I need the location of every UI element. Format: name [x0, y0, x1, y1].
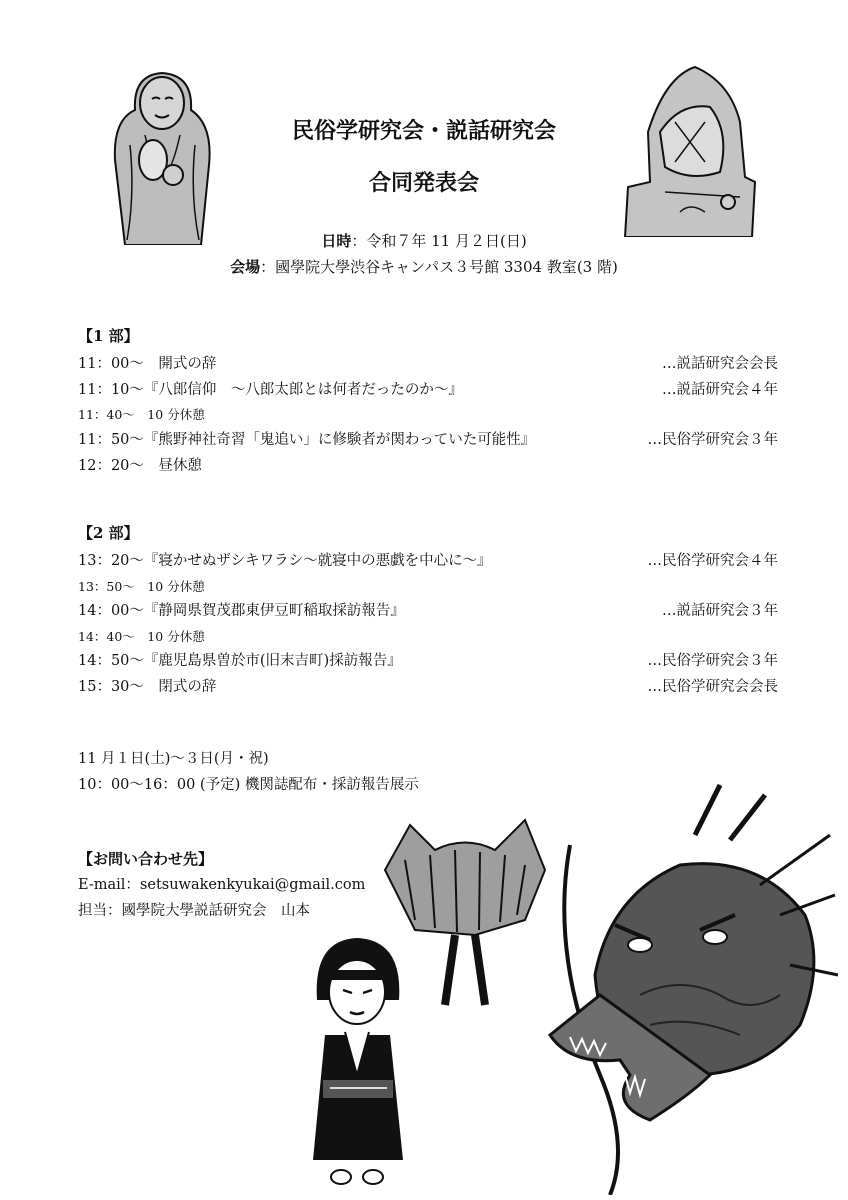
schedule-row: [78, 675, 778, 697]
exhibit-dates: 11 月１日(土)～３日(月・祝): [78, 751, 269, 767]
stone-relief-illustration: [620, 62, 760, 237]
schedule-presenter: …説話研究会会長: [662, 356, 778, 372]
schedule-item: 11：00～ 開式の辞: [78, 356, 217, 372]
date-value: ：令和７年 11 月２日(日): [351, 232, 527, 250]
schedule-presenter: …民俗学研究会３年: [647, 653, 778, 669]
schedule-item: 15：30～ 閉式の辞: [78, 679, 217, 695]
schedule-row: [78, 352, 778, 374]
date-label: 日時: [321, 232, 352, 250]
part2-heading: 【2 部】: [78, 524, 139, 542]
schedule-item: 11：10～『八郎信仰 ～八郎太郎とは何者だったのか～』: [78, 382, 463, 398]
schedule-presenter: …説話研究会４年: [662, 382, 778, 398]
event-title: 民俗学研究会・説話研究会: [291, 118, 556, 144]
schedule-row: [78, 405, 778, 427]
zashiki-warashi-girl-illustration: [295, 930, 420, 1195]
event-subtitle: 合同発表会: [368, 170, 479, 196]
schedule-row: [78, 627, 778, 649]
schedule-row: [78, 549, 778, 571]
schedule-item: 13：50～ 10 分休憩: [78, 579, 205, 594]
schedule-item: 13：20～『寝かせぬザシキワラシ～就寝中の悪戯を中心に～』: [78, 553, 492, 569]
schedule-item: 14：00～『静岡県賀茂郡東伊豆町稲取採訪報告』: [78, 603, 405, 619]
venue-label: 会場: [230, 258, 261, 276]
jizo-statue-illustration: [105, 65, 220, 245]
schedule-presenter: …民俗学研究会４年: [647, 553, 778, 569]
schedule-row: [78, 577, 778, 599]
contact-person: 担当：國學院大學説話研究会 山本: [78, 903, 310, 919]
contact-email[interactable]: E-mail：setsuwakenkyukai@gmail.com: [78, 877, 366, 893]
schedule-row: [78, 454, 778, 476]
event-date: [0, 230, 848, 251]
contact-heading: 【お問い合わせ先】: [78, 850, 214, 868]
part1-heading: 【1 部】: [78, 327, 139, 345]
exhibit-time: 10：00～16：00 (予定) 機関誌配布・採訪報告展示: [78, 777, 419, 793]
schedule-row: [78, 378, 778, 400]
schedule-item: 12：20～ 昼休憩: [78, 458, 202, 474]
schedule-row: [78, 649, 778, 671]
event-venue: [0, 256, 848, 277]
schedule-item: 11：40～ 10 分休憩: [78, 407, 205, 422]
schedule-item: 14：50～『鹿児島県曽於市(旧末吉町)採訪報告』: [78, 653, 402, 669]
dragon-head-illustration: [540, 775, 840, 1195]
schedule-presenter: …説話研究会３年: [662, 603, 778, 619]
schedule-row: [78, 428, 778, 450]
schedule-item: 14：40～ 10 分休憩: [78, 629, 205, 644]
venue-value: ：國學院大學渋谷キャンパス３号館 3304 教室(3 階): [260, 258, 618, 276]
schedule-row: [78, 599, 778, 621]
schedule-presenter: …民俗学研究会会長: [647, 679, 778, 695]
schedule-presenter: …民俗学研究会３年: [647, 432, 778, 448]
schedule-item: 11：50～『熊野神社奇習「鬼追い」に修験者が関わっていた可能性』: [78, 432, 536, 448]
